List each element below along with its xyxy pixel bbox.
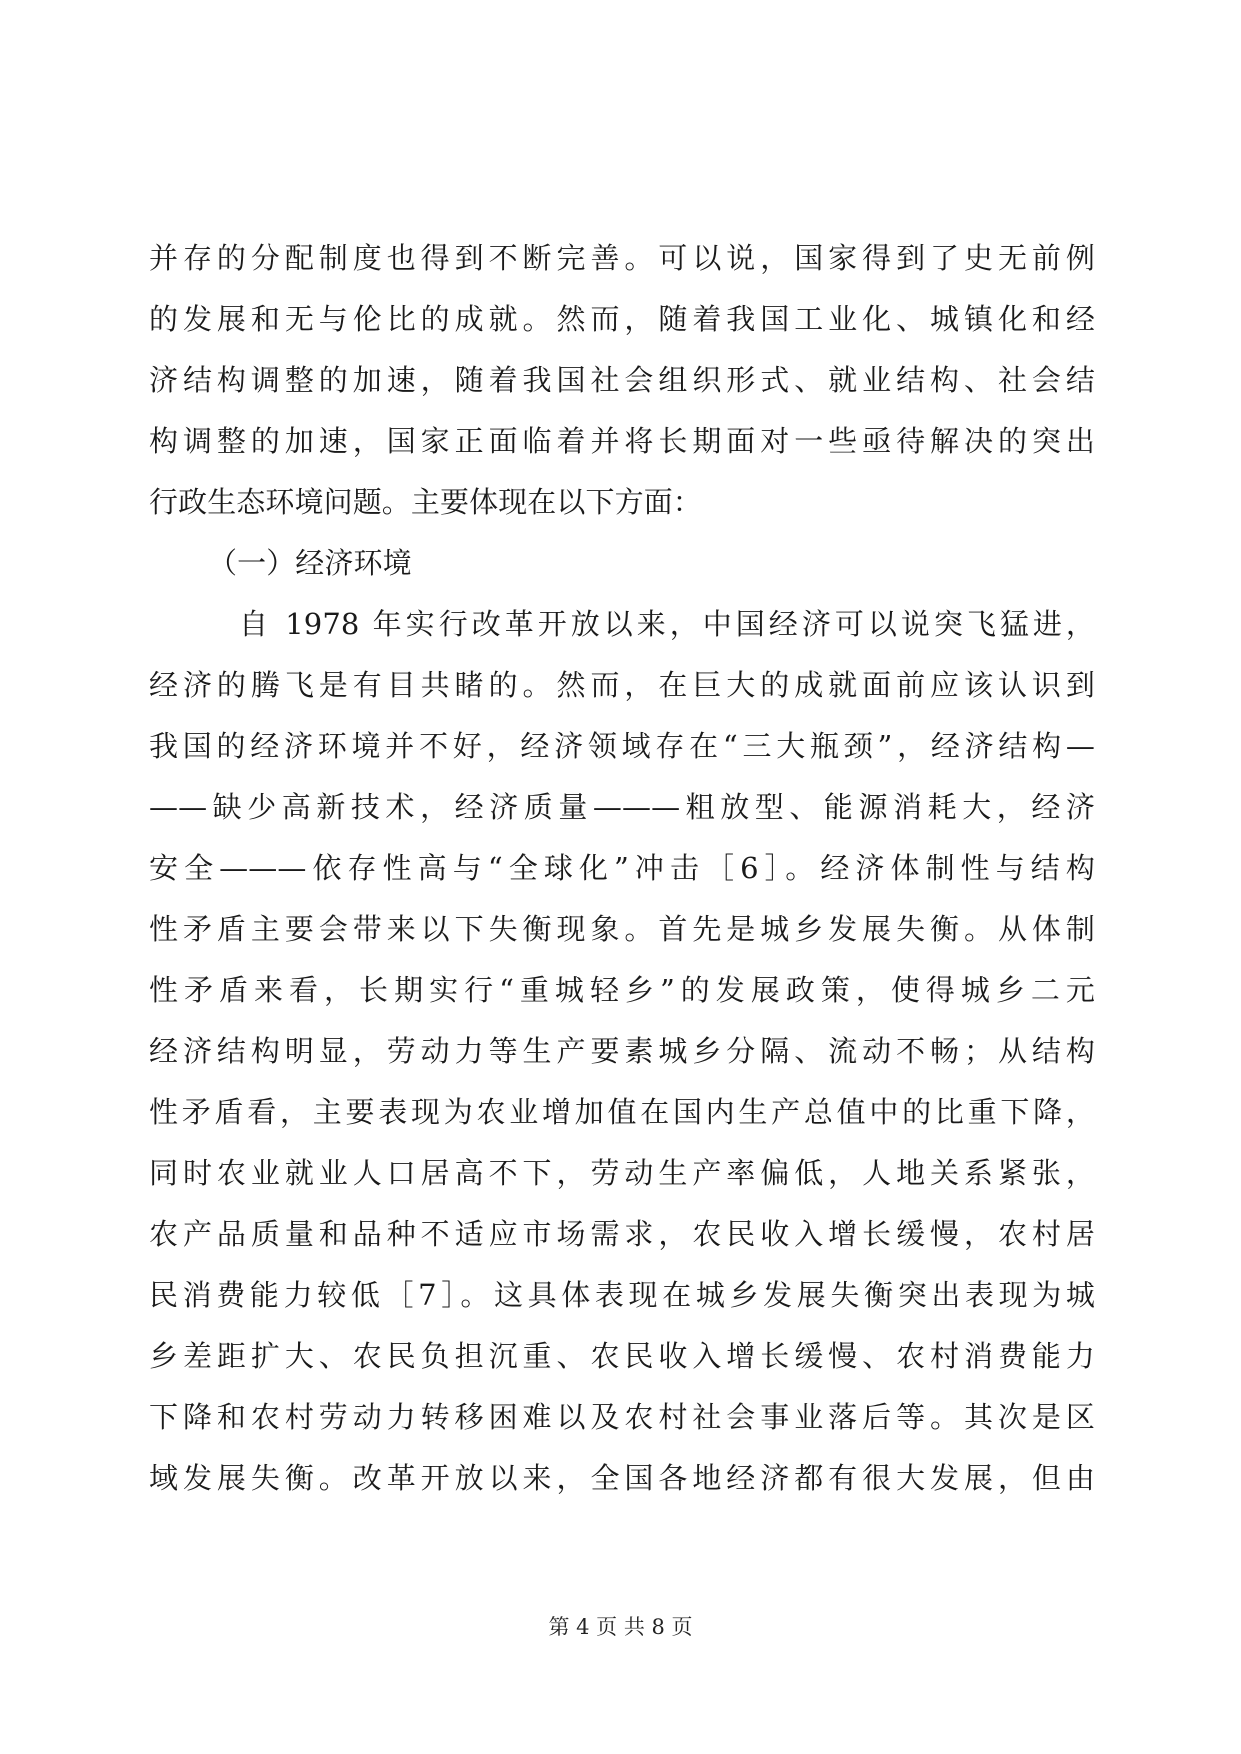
text-line: 的发展和无与伦比的成就。然而，随着我国工业化、城镇化和经	[149, 302, 1095, 336]
text-line: 性矛盾看，主要表现为农业增加值在国内生产总值中的比重下降，	[149, 1095, 1095, 1129]
text-line: 乡差距扩大、农民负担沉重、农民收入增长缓慢、农村消费能力	[149, 1339, 1095, 1373]
text-line: 域发展失衡。改革开放以来，全国各地经济都有很大发展，但由	[149, 1461, 1095, 1495]
text-line: 民消费能力较低［7］。这具体表现在城乡发展失衡突出表现为城	[149, 1278, 1095, 1312]
page-number-footer: 第 4 页 共 8 页	[548, 1615, 693, 1639]
text-line: 行政生态环境问题。主要体现在以下方面：	[149, 485, 702, 519]
text-line: 安全———依存性高与“全球化”冲击［6］。经济体制性与结构	[149, 851, 1095, 885]
text-line: 同时农业就业人口居高不下，劳动生产率偏低，人地关系紧张，	[149, 1156, 1095, 1190]
text-line: 经济结构明显，劳动力等生产要素城乡分隔、流动不畅；从结构	[149, 1034, 1095, 1068]
text-line: 农产品质量和品种不适应市场需求，农民收入增长缓慢，农村居	[149, 1217, 1095, 1251]
text-line: 济结构调整的加速，随着我国社会组织形式、就业结构、社会结	[149, 363, 1095, 397]
text-line: 经济的腾飞是有目共睹的。然而，在巨大的成就面前应该认识到	[149, 668, 1095, 702]
body-text	[149, 228, 1095, 1509]
text-line: 构调整的加速，国家正面临着并将长期面对一些亟待解决的突出	[149, 424, 1095, 458]
text-line: 并存的分配制度也得到不断完善。可以说，国家得到了史无前例	[149, 241, 1095, 275]
text-line: 性矛盾来看，长期实行“重城轻乡”的发展政策，使得城乡二元	[149, 973, 1095, 1007]
text-line: 我国的经济环境并不好，经济领域存在“三大瓶颈”，经济结构—	[149, 729, 1095, 763]
section-heading: （一）经济环境	[208, 546, 412, 580]
text-line: 性矛盾主要会带来以下失衡现象。首先是城乡发展失衡。从体制	[149, 912, 1095, 946]
text-line: 自 1978 年实行改革开放以来，中国经济可以说突飞猛进，	[239, 607, 1095, 641]
text-line: 下降和农村劳动力转移困难以及农村社会事业落后等。其次是区	[149, 1400, 1095, 1434]
text-line: ——缺少高新技术，经济质量———粗放型、能源消耗大，经济	[149, 790, 1095, 824]
